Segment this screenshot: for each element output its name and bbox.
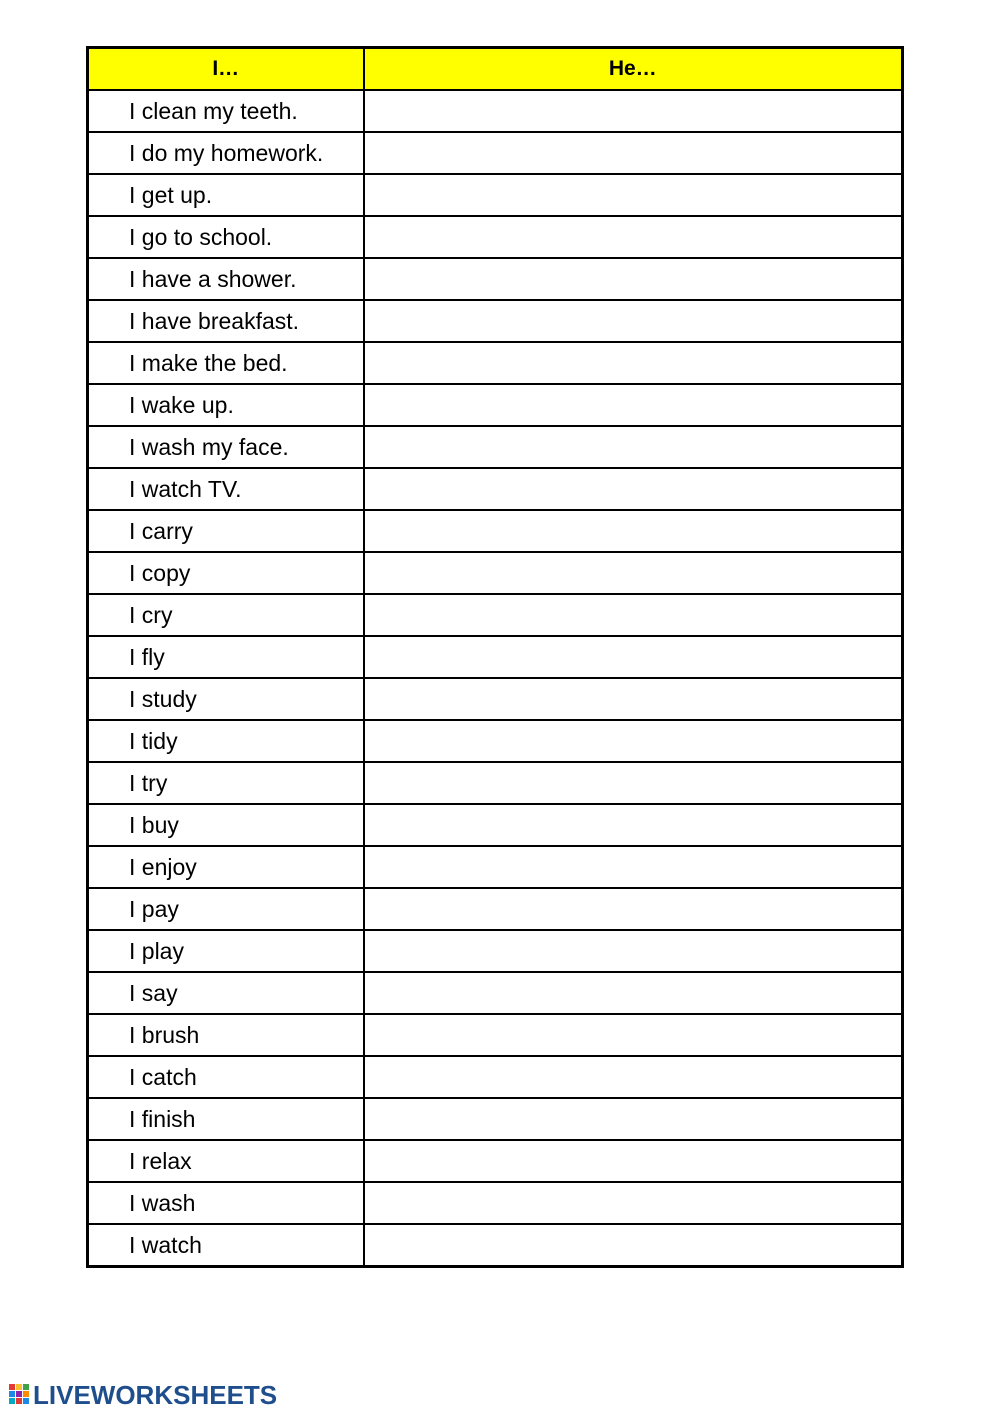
answer-input[interactable]	[365, 385, 902, 425]
prompt-cell: I get up.	[88, 174, 364, 216]
table-row	[88, 384, 903, 426]
prompt-cell: I have a shower.	[88, 258, 364, 300]
answer-cell[interactable]	[364, 720, 903, 762]
answer-input[interactable]	[365, 1141, 902, 1181]
prompt-cell: I make the bed.	[88, 342, 364, 384]
prompt-cell: I enjoy	[88, 846, 364, 888]
prompt-cell: I cry	[88, 594, 364, 636]
answer-cell[interactable]	[364, 930, 903, 972]
table-row	[88, 552, 903, 594]
table-row	[88, 342, 903, 384]
answer-input[interactable]	[365, 553, 902, 593]
answer-input[interactable]	[365, 637, 902, 677]
answer-input[interactable]	[365, 301, 902, 341]
answer-input[interactable]	[365, 1057, 902, 1097]
answer-cell[interactable]	[364, 1182, 903, 1224]
worksheet-table	[86, 46, 904, 1268]
table-row	[88, 426, 903, 468]
answer-input[interactable]	[365, 973, 902, 1013]
table-row	[88, 1014, 903, 1056]
prompt-cell: I wash my face.	[88, 426, 364, 468]
prompt-cell: I study	[88, 678, 364, 720]
answer-cell[interactable]	[364, 972, 903, 1014]
answer-cell[interactable]	[364, 762, 903, 804]
prompt-cell: I wake up.	[88, 384, 364, 426]
answer-cell[interactable]	[364, 216, 903, 258]
header-row	[88, 48, 903, 91]
answer-cell[interactable]	[364, 1014, 903, 1056]
table-row	[88, 972, 903, 1014]
answer-input[interactable]	[365, 721, 902, 761]
answer-cell[interactable]	[364, 342, 903, 384]
answer-input[interactable]	[365, 595, 902, 635]
table-row	[88, 846, 903, 888]
table-row	[88, 258, 903, 300]
answer-cell[interactable]	[364, 888, 903, 930]
answer-input[interactable]	[365, 133, 902, 173]
liveworksheets-logo	[8, 1380, 277, 1410]
prompt-cell: I watch	[88, 1224, 364, 1267]
logo-text: LIVEWORKSHEETS	[33, 1379, 278, 1410]
prompt-cell: I finish	[88, 1098, 364, 1140]
answer-input[interactable]	[365, 847, 902, 887]
answer-input[interactable]	[365, 805, 902, 845]
table-row	[88, 594, 903, 636]
table-row	[88, 762, 903, 804]
answer-cell[interactable]	[364, 1056, 903, 1098]
table-row	[88, 804, 903, 846]
prompt-cell: I tidy	[88, 720, 364, 762]
answer-input[interactable]	[365, 175, 902, 215]
answer-cell[interactable]	[364, 174, 903, 216]
answer-input[interactable]	[365, 679, 902, 719]
answer-input[interactable]	[365, 1015, 902, 1055]
prompt-cell: I relax	[88, 1140, 364, 1182]
answer-cell[interactable]	[364, 552, 903, 594]
table-row	[88, 1140, 903, 1182]
table-row	[88, 216, 903, 258]
answer-input[interactable]	[365, 1225, 902, 1265]
answer-input[interactable]	[365, 763, 902, 803]
table-row	[88, 1182, 903, 1224]
table-row	[88, 678, 903, 720]
answer-cell[interactable]	[364, 594, 903, 636]
prompt-cell: I wash	[88, 1182, 364, 1224]
prompt-cell: I do my homework.	[88, 132, 364, 174]
answer-cell[interactable]	[364, 90, 903, 132]
liveworksheets-logo-icon	[8, 1383, 30, 1407]
answer-cell[interactable]	[364, 1224, 903, 1267]
answer-input[interactable]	[365, 1183, 902, 1223]
table-row	[88, 468, 903, 510]
prompt-cell: I try	[88, 762, 364, 804]
table-row	[88, 720, 903, 762]
answer-cell[interactable]	[364, 804, 903, 846]
prompt-cell: I say	[88, 972, 364, 1014]
answer-input[interactable]	[365, 889, 902, 929]
answer-input[interactable]	[365, 931, 902, 971]
answer-cell[interactable]	[364, 300, 903, 342]
answer-cell[interactable]	[364, 1098, 903, 1140]
answer-input[interactable]	[365, 1099, 902, 1139]
answer-cell[interactable]	[364, 636, 903, 678]
prompt-cell: I go to school.	[88, 216, 364, 258]
prompt-cell: I buy	[88, 804, 364, 846]
answer-cell[interactable]	[364, 132, 903, 174]
answer-input[interactable]	[365, 91, 902, 131]
answer-cell[interactable]	[364, 678, 903, 720]
table-row	[88, 174, 903, 216]
answer-input[interactable]	[365, 469, 902, 509]
prompt-cell: I pay	[88, 888, 364, 930]
answer-cell[interactable]	[364, 1140, 903, 1182]
table-row	[88, 888, 903, 930]
answer-input[interactable]	[365, 259, 902, 299]
prompt-cell: I clean my teeth.	[88, 90, 364, 132]
prompt-cell: I carry	[88, 510, 364, 552]
table-row	[88, 132, 903, 174]
table-row	[88, 930, 903, 972]
prompt-cell: I copy	[88, 552, 364, 594]
prompt-cell: I fly	[88, 636, 364, 678]
prompt-cell: I catch	[88, 1056, 364, 1098]
table-row	[88, 300, 903, 342]
prompt-cell: I have breakfast.	[88, 300, 364, 342]
table-row	[88, 1224, 903, 1267]
answer-cell[interactable]	[364, 426, 903, 468]
prompt-cell: I brush	[88, 1014, 364, 1056]
table-row	[88, 510, 903, 552]
header-he: He…	[364, 48, 903, 91]
answer-input[interactable]	[365, 343, 902, 383]
answer-cell[interactable]	[364, 510, 903, 552]
prompt-cell: I play	[88, 930, 364, 972]
header-i: I…	[88, 48, 364, 91]
answer-cell[interactable]	[364, 384, 903, 426]
prompt-cell: I watch TV.	[88, 468, 364, 510]
answer-cell[interactable]	[364, 846, 903, 888]
table-row	[88, 1056, 903, 1098]
answer-cell[interactable]	[364, 468, 903, 510]
answer-input[interactable]	[365, 427, 902, 467]
table-row	[88, 90, 903, 132]
answer-input[interactable]	[365, 511, 902, 551]
table-row	[88, 1098, 903, 1140]
answer-input[interactable]	[365, 217, 902, 257]
answer-cell[interactable]	[364, 258, 903, 300]
table-row	[88, 636, 903, 678]
